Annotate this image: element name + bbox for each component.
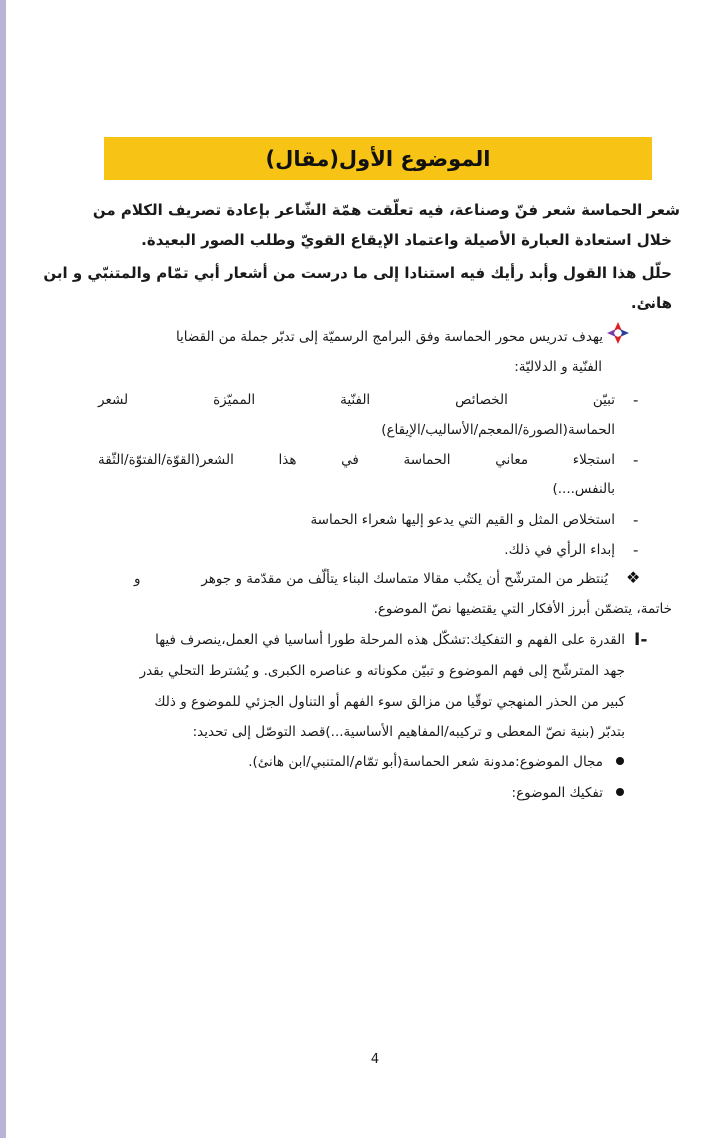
objective-1-line-1 <box>98 385 615 415</box>
objective-2-line-2: بالنفس....) <box>552 481 615 497</box>
objective-2-line-1 <box>98 445 615 475</box>
objective-1-word: تبيّن <box>592 392 615 408</box>
objective-dash-1: - <box>633 391 639 409</box>
section-one-line-1: القدرة على الفهم و التفكيك:تشكّل هذه المرحلة طورا أساسيا في العمل،ينصرف فيها <box>155 632 625 648</box>
objective-2-word: الشعر(القوّة/الفتوّة/الثّقة <box>98 452 234 468</box>
objective-2-word: الحماسة <box>403 452 451 468</box>
objective-2-word: استجلاء <box>572 452 615 468</box>
bullet-dot <box>616 788 624 796</box>
prompt-line-3: حلّل هذا القول وأبد رأيك فيه استنادا إلى ما درست من أشعار أبي تمّام والمتنبّي و ابن <box>43 264 672 282</box>
diamond-bullet-icon: ❖ <box>626 568 641 587</box>
objective-dash-2: - <box>633 451 639 469</box>
expectation-line-1-end: و <box>134 571 141 587</box>
section-one-line-2: جهد المترشّح إلى فهم الموضوع و تبيّن مكوناته و عناصره الكبرى. و يُشترط التحلي بقدر <box>139 663 625 679</box>
bullet-dot <box>616 757 624 765</box>
topic-title: الموضوع الأول(مقال) <box>104 137 652 180</box>
objective-1-word: الفنّية <box>340 392 371 408</box>
prompt-line-2: خلال استعادة العبارة الأصيلة واعتماد الإيقاع القويّ وطلب الصور البعيدة. <box>141 231 672 249</box>
objective-2-word: معاني <box>495 452 529 468</box>
expectation-line-1: يُنتظر من المترشّح أن يكتُب مقالا متماسك البناء يتألّف من مقدّمة و جوهر <box>201 571 608 587</box>
objective-4-line-1: إبداء الرأي في ذلك. <box>504 542 615 558</box>
expectation-line-2: خاتمة، يتضمّن أبرز الأفكار التي يقتضيها نصّ الموضوع. <box>373 601 672 617</box>
prompt-line-4: هانئ. <box>630 294 672 312</box>
objective-dash-4: - <box>633 541 639 559</box>
objective-1-word: المميّزة <box>213 392 256 408</box>
objective-dash-3: - <box>633 511 639 529</box>
section-one-bullet-1: مجال الموضوع:مدونة شعر الحماسة(أبو تمّام/المتنبي/ابن هانئ). <box>248 754 603 770</box>
objective-2-word: في <box>341 452 359 468</box>
section-one-bullet-2: تفكيك الموضوع: <box>511 785 603 801</box>
page-number: 4 <box>370 1052 380 1067</box>
objective-1-word: الخصائص <box>455 392 508 408</box>
prompt-line-1: شعر الحماسة شعر فنّ وصناعة، فيه تعلّقت همّة الشّاعر بإعادة تصريف الكلام من <box>92 201 680 219</box>
objective-1-line-2: الحماسة(الصورة/المعجم/الأساليب/الإيقاع) <box>381 422 615 438</box>
section-numeral: I- <box>634 630 648 650</box>
section-one-line-4: بتدبّر (بنية نصّ المعطى و تركيبه/المفاهيم الأساسية...)قصد التوصّل إلى تحديد: <box>192 724 625 740</box>
section-one-line-3: كبير من الحذر المنهجي توقّيا من مزالق سوء الفهم أو التناول الجزئي للموضوع و ذلك <box>154 694 625 710</box>
objectives-intro-line-2: الفنّية و الدلاليّة: <box>514 359 602 375</box>
objective-1-word: لشعر <box>98 392 129 408</box>
document-page <box>6 0 720 1138</box>
arrow-bullet-icon <box>606 321 630 345</box>
objective-3-line-1: استخلاص المثل و القيم التي يدعو إليها شعراء الحماسة <box>310 512 615 528</box>
objectives-intro-line-1: يهدف تدريس محور الحماسة وفق البرامج الرسميّة إلى تدبّر جملة من القضايا <box>175 329 603 345</box>
objective-2-word: هذا <box>278 452 297 468</box>
